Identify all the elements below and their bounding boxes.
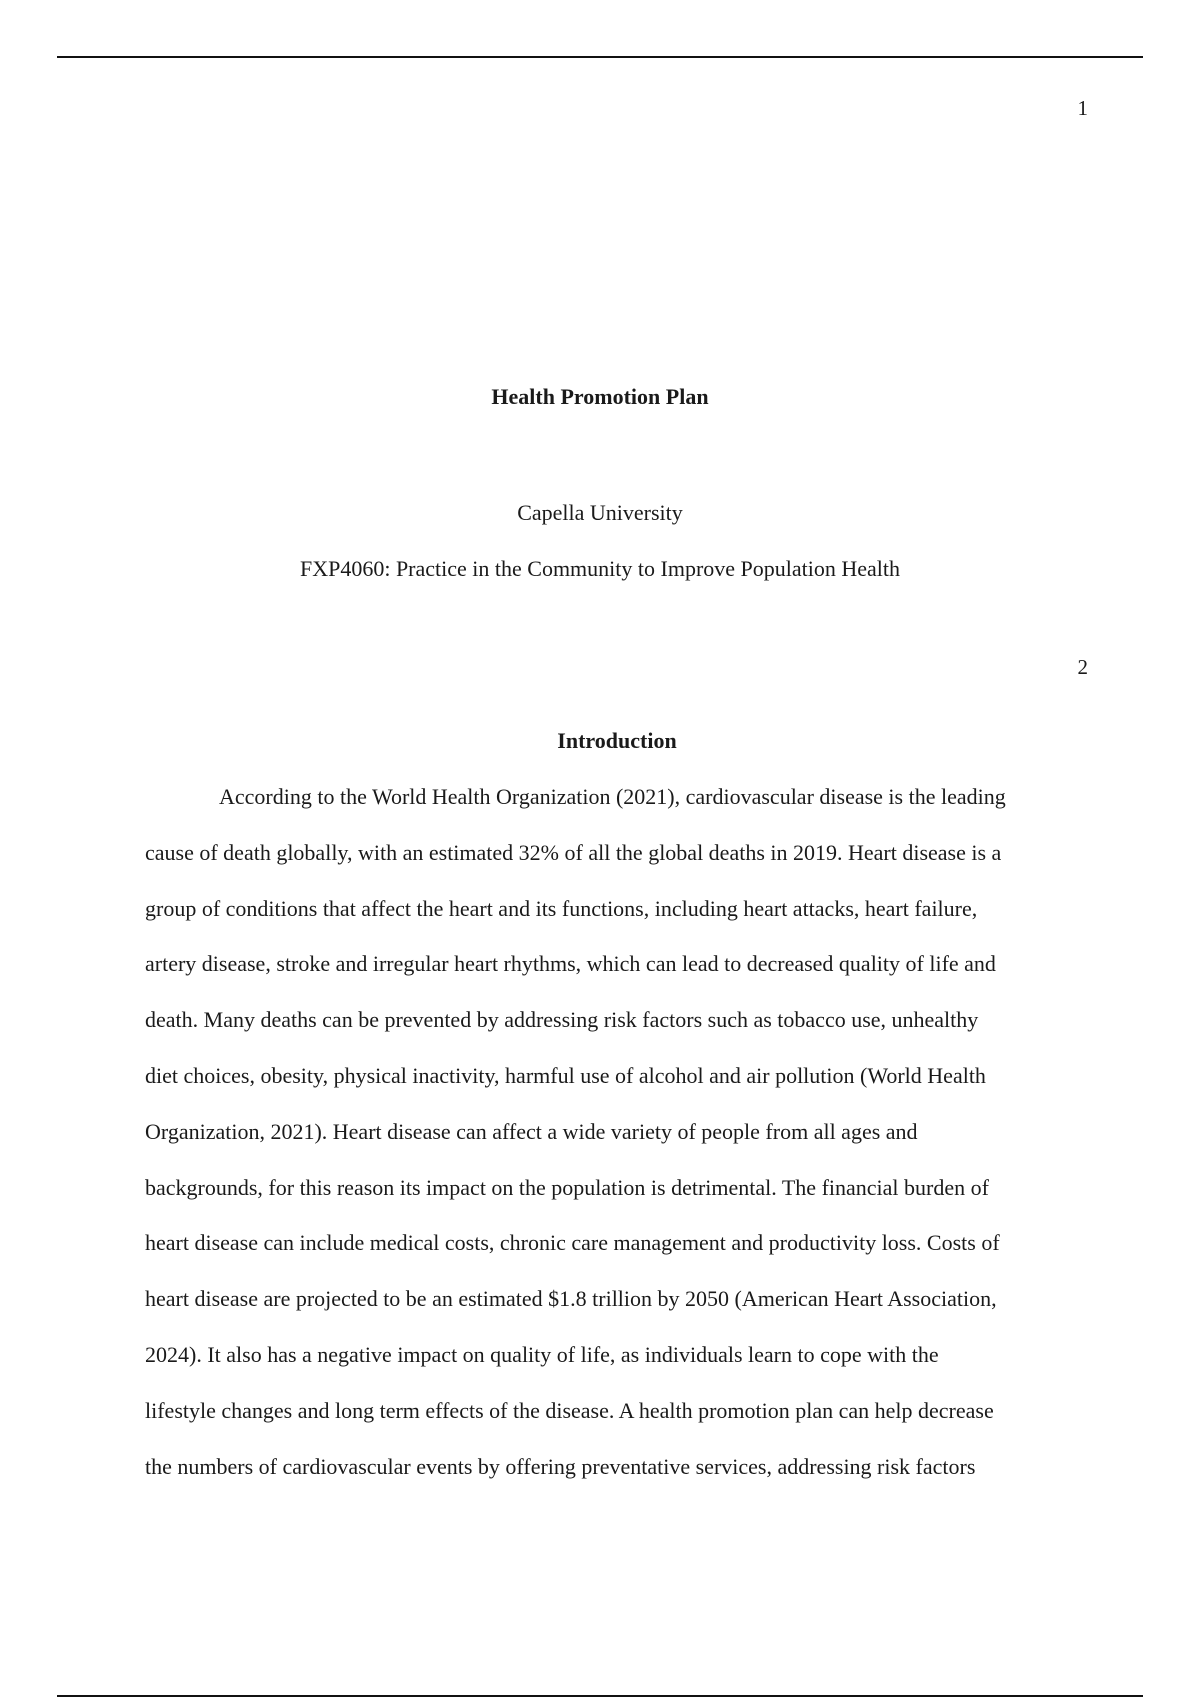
page-number: 1	[1077, 96, 1088, 120]
paragraph-line: heart disease are projected to be an estimated $1.8 trillion by 2050 (American Heart Association,	[145, 1286, 997, 1312]
section-heading: Introduction	[557, 728, 677, 753]
paragraph-line: backgrounds, for this reason its impact on the population is detrimental. The financial burden of	[145, 1174, 989, 1200]
institution-name: Capella University	[517, 500, 683, 525]
page-top-rule	[57, 56, 1143, 58]
paragraph-line: Organization, 2021). Heart disease can affect a wide variety of people from all ages and	[145, 1118, 918, 1144]
page-bottom-rule	[57, 1695, 1143, 1697]
paragraph-line: lifestyle changes and long term effects of the disease. A health promotion plan can help decrease	[145, 1397, 994, 1423]
introduction-paragraph	[145, 775, 1006, 1500]
paragraph-line: diet choices, obesity, physical inactivity, harmful use of alcohol and air pollution (World Health	[145, 1062, 986, 1088]
paragraph-line: 2024). It also has a negative impact on quality of life, as individuals learn to cope with the	[145, 1341, 939, 1367]
page-number: 2	[1077, 655, 1088, 679]
course-title: FXP4060: Practice in the Community to Improve Population Health	[299, 556, 901, 581]
paragraph-line: artery disease, stroke and irregular heart rhythms, which can lead to decreased quality of life and	[145, 951, 996, 977]
paragraph-line: group of conditions that affect the heart and its functions, including heart attacks, heart failure,	[145, 895, 978, 921]
document-title: Health Promotion Plan	[491, 384, 709, 409]
paragraph-line: According to the World Health Organization (2021), cardiovascular disease is the leading	[219, 784, 1006, 809]
paragraph-line: the numbers of cardiovascular events by offering preventative services, addressing risk factors	[145, 1453, 976, 1479]
paragraph-line: cause of death globally, with an estimated 32% of all the global deaths in 2019. Heart disease is a	[145, 839, 1002, 865]
paragraph-line: death. Many deaths can be prevented by addressing risk factors such as tobacco use, unhealthy	[145, 1007, 979, 1033]
paragraph-line: heart disease can include medical costs, chronic care management and productivity loss. Costs of	[145, 1230, 1000, 1256]
